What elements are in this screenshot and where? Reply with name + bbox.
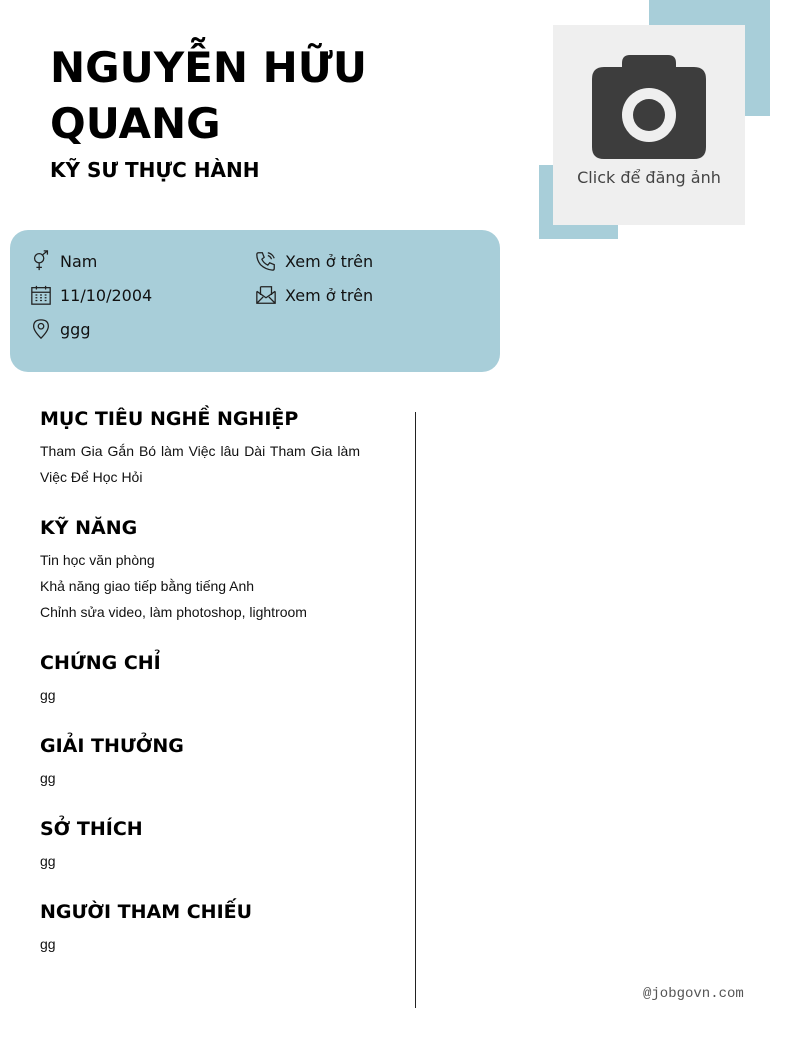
address-row — [30, 318, 90, 340]
hobbies-section — [40, 818, 360, 874]
hobbies-text: gg — [40, 853, 56, 869]
phone-value: Xem ở trên — [285, 251, 374, 271]
address-value: ggg — [60, 319, 91, 339]
column-divider — [415, 412, 416, 1008]
upload-photo-label: Click để đăng ảnh — [577, 168, 721, 187]
awards-heading: GIẢI THƯỞNG — [40, 735, 184, 757]
skill-item: Tin học văn phòng — [40, 552, 155, 568]
skill-item: Khả năng giao tiếp bằng tiếng Anh — [40, 578, 255, 594]
camera-icon — [592, 25, 706, 164]
personal-info-panel — [10, 230, 500, 372]
objective-section — [40, 408, 360, 490]
gender-value: Nam — [60, 251, 98, 271]
references-text: gg — [40, 936, 56, 952]
phone-icon — [255, 250, 277, 272]
certificates-heading: CHỨNG CHỈ — [40, 652, 161, 674]
candidate-name: NGUYỄN HỮU QUANG — [50, 43, 367, 148]
certificates-section — [40, 652, 360, 708]
watermark: @jobgovn.com — [643, 986, 744, 1002]
mail-icon — [255, 284, 277, 306]
objective-heading: MỤC TIÊU NGHỀ NGHIỆP — [40, 408, 299, 430]
awards-section — [40, 735, 360, 791]
references-section — [40, 901, 360, 957]
phone-row — [255, 250, 373, 272]
birthday-value: 11/10/2004 — [60, 285, 153, 305]
skills-heading: KỸ NĂNG — [40, 517, 138, 539]
hobbies-heading: SỞ THÍCH — [40, 818, 143, 840]
email-row — [255, 284, 373, 306]
upload-photo-button[interactable] — [553, 25, 745, 225]
skills-section — [40, 517, 360, 625]
gender-icon — [30, 250, 52, 272]
awards-text: gg — [40, 770, 56, 786]
gender-row — [30, 250, 97, 272]
references-heading: NGƯỜI THAM CHIẾU — [40, 901, 253, 923]
certificates-text: gg — [40, 687, 56, 703]
email-value: Xem ở trên — [285, 285, 374, 305]
skill-item: Chỉnh sửa video, làm photoshop, lightroom — [40, 604, 307, 620]
objective-text: Tham Gia Gắn Bó làm Việc lâu Dài Tham Gia làm Việc Để Học Hỏi — [40, 443, 360, 485]
job-title: KỸ SƯ THỰC HÀNH — [50, 158, 260, 182]
calendar-icon — [30, 284, 52, 306]
skills-list — [40, 547, 360, 625]
birthday-row — [30, 284, 152, 306]
location-pin-icon — [30, 318, 52, 340]
